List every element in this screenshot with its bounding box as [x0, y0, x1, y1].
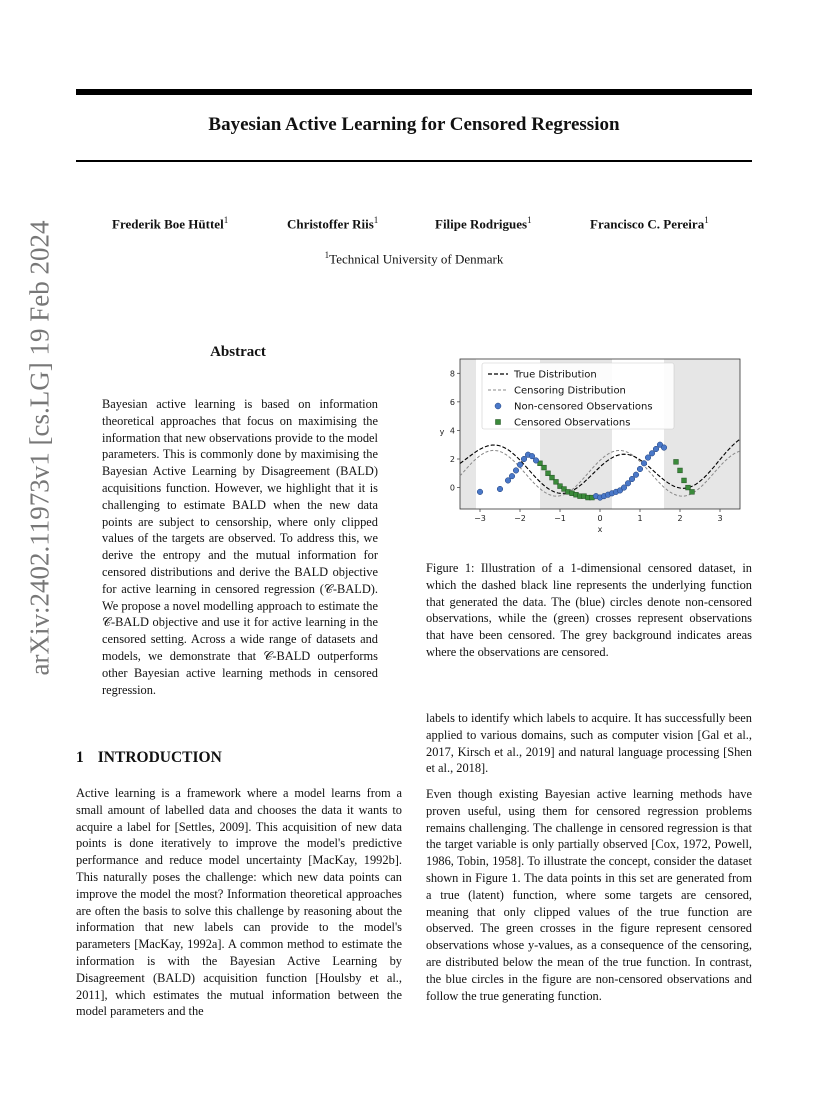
censored-region-0 — [460, 359, 476, 509]
non-censored-point — [629, 476, 635, 482]
non-censored-point — [505, 478, 511, 484]
censored-point — [542, 465, 547, 470]
censored-point — [674, 459, 679, 464]
intro-paragraph-right-2: Even though existing Bayesian active learning methods have proven useful, using them for censored regression problems remains challenging. The challenge in censored regression is that the target variable is only partially observed [Cox, 1972, Powell, 1986, Tobin, 1958]. To illustrate the concept, consider the dataset shown in Figure 1. The data points in this set are generated from a true (latent) function, where some targets are censored, meaning that only clipped values of the true function are observed. The green crosses in the figure represent censored observations whose y-values, as a consequence of the censoring, are distributed below the mean of the true function. In contrast, the blue circles in the figure are non-censored observations and follow the true generating function. — [426, 787, 752, 1003]
legend-label: True Distribution — [514, 369, 597, 381]
non-censored-point — [497, 486, 503, 492]
y-tick-label: 6 — [449, 397, 455, 407]
author-3: Filipe Rodrigues$^1$ — [435, 215, 532, 232]
non-censored-point — [509, 473, 515, 479]
y-tick-label: 4 — [449, 426, 455, 436]
y-tick-label: 0 — [449, 483, 455, 493]
author-1: Frederik Boe Hüttel$^1$ — [112, 215, 229, 232]
x-tick-label: 1 — [637, 514, 643, 523]
abstract-text: Bayesian active learning is based on information theoretical approaches that focus on maximising the information that new observations provide to the model parameters. This is commonly done by maximising the Bayesian Active Learning by Disagreement (BALD) acquisitions function. However, we highlight that it is challenging to estimate BALD when the new data points are subject to censorship, where only clipped values of the targets are observed. To address this, we derive the entropy and the mutual information for censored distributions and derive the BALD objective for active learning in censored regression (𝒞-BALD). We propose a novel modelling approach to estimate the 𝒞-BALD objective and use it for active learning in the censored setting. Across a wide range of datasets and models, we demonstrate that 𝒞-BALD outperforms other Bayesian active learning methods in censored regression. — [102, 397, 378, 697]
non-censored-point — [513, 468, 519, 474]
y-tick-label: 8 — [449, 369, 455, 379]
section-heading: 1 INTRODUCTION — [76, 749, 222, 766]
intro-paragraph-left: Active learning is a framework where a model learns from a small amount of labelled data and chooses the data it wants to acquire a label for [Settles, 2009]. This acquisition of new data points is done iteratively to improve the model's predictive performance and reduce model uncertainty [MacKay, 1992b]. This naturally poses the challenge: which new data points can improve the model the most? Information theoretical approaches are often the basis to solve this challenge by reasoning about the information that new labels can provide to the model's parameters [MacKay, 1992a]. A common method to estimate the information is with the Bayesian Active Learning by Disagreement (BALD) acquisition function [Houlsby et al., 2011], which estimates the mutual information between the model parameters and the — [76, 786, 402, 1019]
non-censored-point — [529, 453, 535, 459]
author-2: Christoffer Riis$^1$ — [287, 215, 379, 232]
non-censored-point — [661, 445, 667, 451]
non-censored-point — [641, 460, 647, 466]
author-4: Francisco C. Pereira$^1$ — [590, 215, 709, 232]
affiliation: $^1$Technical University of Denmark — [324, 250, 504, 267]
non-censored-point — [637, 466, 643, 472]
non-censored-point — [533, 458, 539, 464]
top-rule — [76, 89, 752, 95]
non-censored-point — [633, 472, 639, 478]
x-tick-label: −1 — [554, 514, 566, 523]
intro-paragraph-right-1: labels to identify which labels to acquire. It has successfully been applied to various domains, such as computer vision [Gal et al., 2017, Kirsch et al., 2019] and natural language processing [Shen et al., 2018]. — [426, 711, 752, 776]
arxiv-stamp: arXiv:2402.11973v1 [cs.LG] 19 Feb 2024 — [24, 220, 55, 676]
x-tick-label: −2 — [514, 514, 526, 523]
figure-1 — [428, 355, 752, 540]
y-axis-label: y — [439, 427, 445, 437]
legend-censored-swatch — [496, 420, 501, 425]
non-censored-point — [625, 480, 631, 486]
non-censored-point — [653, 446, 659, 452]
x-axis-label: x — [597, 525, 603, 534]
figure-caption: Figure 1: Illustration of a 1-dimensional censored dataset, in which the dashed black line represents the underlying function that generated the data. The (blue) circles denote non-censored observations, while the (green) crosses represent observations that have been censored. The grey background indicates areas where the observations are censored. — [426, 561, 752, 659]
non-censored-point — [645, 455, 651, 461]
non-censored-point — [517, 462, 523, 468]
paper-title: Bayesian Active Learning for Censored Regression — [208, 114, 620, 135]
abstract-heading: Abstract — [210, 344, 266, 360]
y-tick-label: 2 — [449, 455, 455, 464]
x-tick-label: 0 — [597, 514, 603, 523]
x-tick-label: 3 — [717, 514, 723, 523]
legend-label: Censoring Distribution — [514, 385, 626, 397]
censored-point — [690, 489, 695, 494]
censored-point — [678, 468, 683, 473]
non-censored-point — [477, 489, 483, 495]
x-tick-label: 2 — [677, 514, 683, 523]
legend-non-censored-swatch — [495, 403, 501, 409]
non-censored-point — [621, 485, 627, 491]
legend-label: Non-censored Observations — [514, 401, 653, 413]
non-censored-point — [649, 450, 655, 456]
censored-regression-chart — [428, 355, 752, 540]
censored-point — [682, 478, 687, 483]
legend-label: Censored Observations — [514, 417, 631, 429]
title-rule — [76, 160, 752, 162]
non-censored-point — [521, 456, 527, 462]
x-tick-label: −3 — [474, 514, 486, 523]
